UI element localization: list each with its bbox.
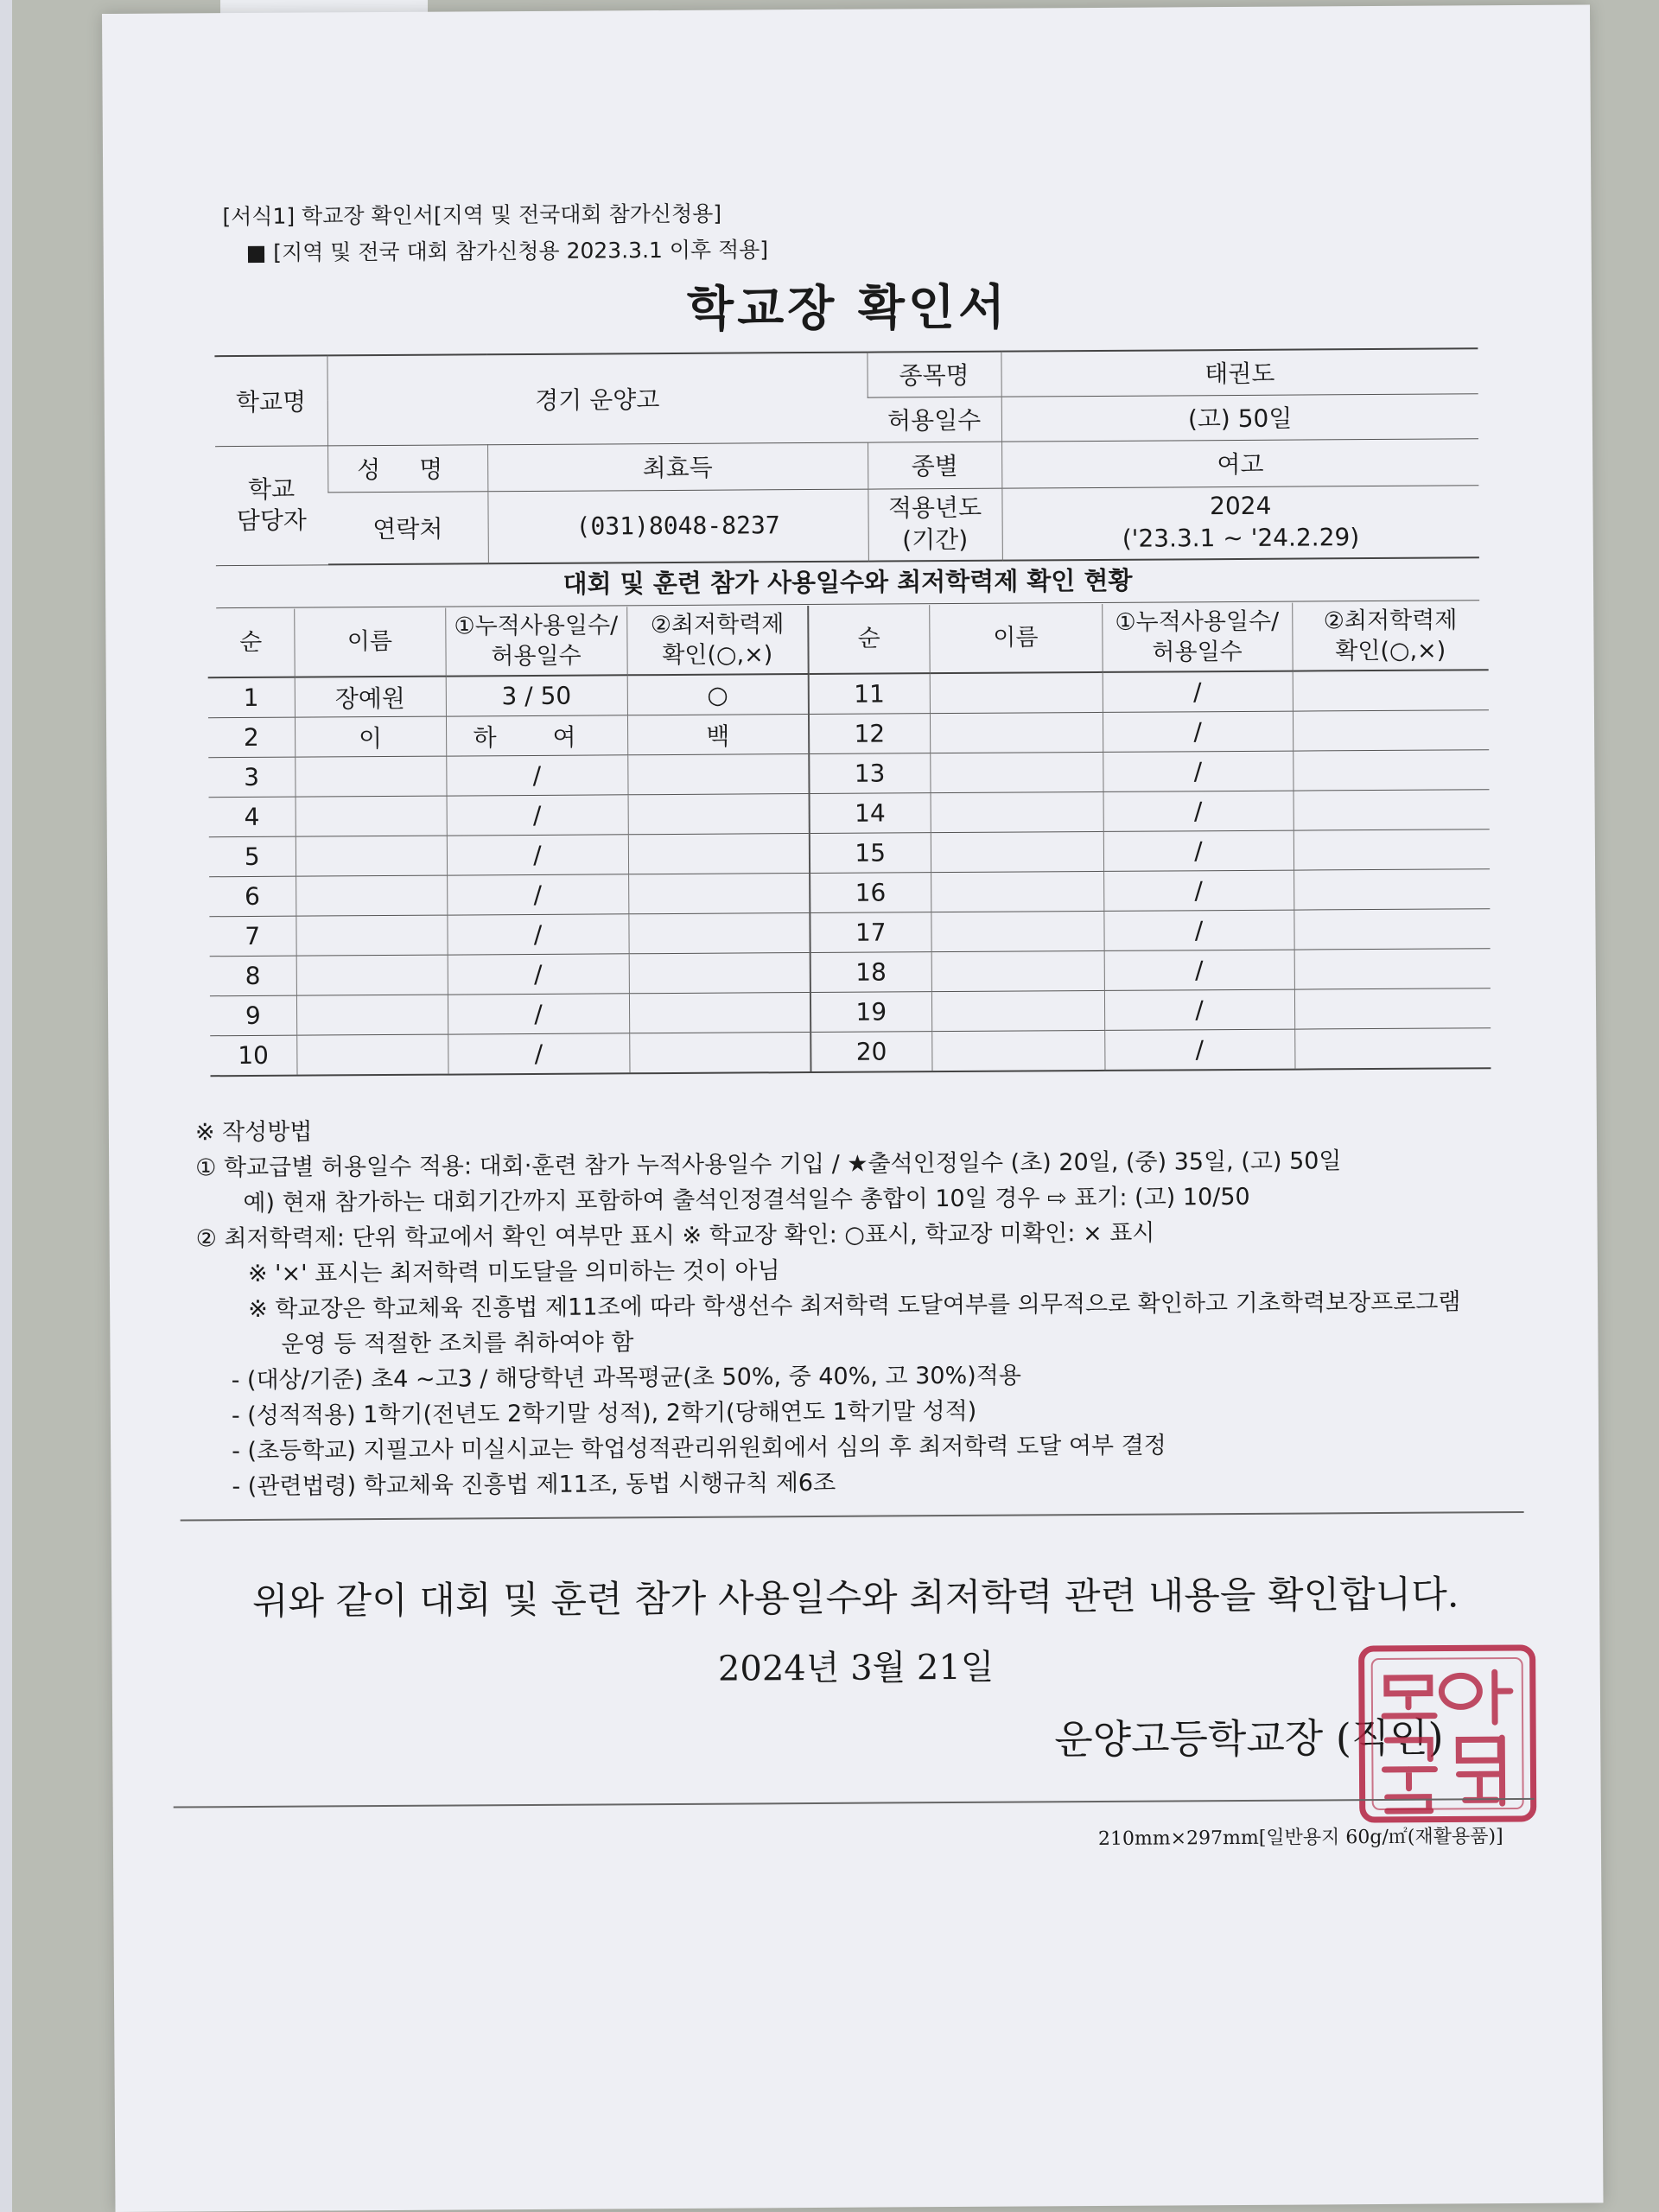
days-used: / [446, 755, 627, 796]
days-used: / [447, 795, 628, 836]
year-value-line2: ('23.3.1 ~ '24.2.29) [1122, 522, 1360, 553]
instruction-note: ※ '×' 표시는 최저학력 미도달을 의미하는 것이 아님 [247, 1257, 780, 1288]
confirmation-text: 위와 같이 대회 및 훈련 참가 사용일수와 최저학력 관련 내용을 확인합니다. [251, 1573, 1459, 1624]
header-no: 순 [207, 609, 294, 678]
days-used: / [448, 954, 629, 995]
student-name [930, 712, 1103, 753]
year-label [868, 488, 1002, 562]
contact-label: 연락처 [327, 491, 488, 564]
min-grade-check [1294, 1028, 1491, 1070]
student-name [931, 950, 1104, 991]
days-used: 하 여 [446, 715, 627, 756]
instruction-detail: - (초등학교) 지필고사 미실시교는 학업성적관리위원회에서 심의 후 최저학력 도달 여부 결정 [232, 1432, 1166, 1465]
student-name: 이 [295, 716, 446, 757]
instruction-detail: - (대상/기준) 초4 ~고3 / 해당학년 과목평균(초 50%, 중 40%, 고 30%)적용 [231, 1362, 1021, 1395]
student-name [296, 955, 448, 995]
sport-label: 종목명 [867, 352, 1001, 397]
student-name [931, 791, 1103, 832]
min-grade-check [628, 834, 810, 874]
manager-label-line1: 학교 [247, 474, 296, 504]
year-label-line1: 적용년도 [887, 493, 982, 523]
year-value-line1: 2024 [1210, 492, 1272, 521]
name-value: 최효득 [487, 442, 868, 492]
header-min-check: ②최저학력제 확인(○,×) [626, 606, 808, 675]
row-number: 20 [810, 1032, 931, 1072]
student-name: 장예원 [295, 677, 446, 718]
student-name [930, 672, 1103, 714]
document-title: 학교장 확인서 [686, 279, 1009, 338]
student-name [930, 752, 1103, 792]
student-name [295, 756, 446, 797]
min-grade-check [629, 1033, 810, 1074]
student-name [931, 990, 1104, 1031]
info-table [214, 347, 1478, 566]
sport-value: 태권도 [1001, 348, 1478, 396]
instruction-detail: - (관련법령) 학교체육 진흥법 제11조, 동법 시행규칙 제6조 [232, 1470, 836, 1501]
header-name: 이름 [929, 604, 1102, 673]
instructions-heading: ※ 작성방법 [194, 1118, 313, 1147]
min-grade-check [1294, 830, 1490, 870]
row-number: 13 [809, 753, 930, 794]
manager-label [215, 445, 328, 565]
student-name [931, 871, 1103, 912]
min-grade-check [1294, 909, 1490, 950]
days-used: / [1104, 1029, 1294, 1071]
row-number: 15 [810, 833, 931, 874]
background-wall [0, 0, 12, 2212]
row-number: 8 [210, 956, 296, 996]
name-label: 성 명 [327, 444, 487, 492]
row-number: 10 [210, 1035, 296, 1076]
row-number: 16 [810, 873, 931, 913]
days-used: 3 / 50 [446, 675, 627, 716]
allowed-days-value: (고) 50일 [1001, 393, 1478, 441]
instruction-item: ② 최저학력제: 단위 학교에서 확인 여부만 표시 ※ 학교장 확인: ○표시, 학교장 미확인: × 표시 [195, 1219, 1155, 1253]
days-used: / [448, 994, 629, 1034]
min-grade-check [628, 794, 810, 835]
row-number: 11 [809, 673, 930, 714]
paper-spec: 210mm×297mm[일반용지 60g/㎡(재활용품)] [1097, 1826, 1503, 1850]
header-min-check: ②최저학력제 확인(○,×) [1292, 601, 1488, 671]
participation-table [207, 601, 1491, 1077]
divider [174, 1798, 1535, 1808]
student-name [931, 831, 1103, 872]
min-grade-check [629, 953, 810, 994]
allowed-days-label: 허용일수 [868, 397, 1001, 442]
min-grade-check [628, 874, 810, 914]
days-used: / [1103, 671, 1293, 713]
row-number: 7 [209, 916, 296, 957]
student-name [296, 796, 447, 836]
instruction-detail: - (성적적용) 1학기(전년도 2학기말 성적), 2학기(당해연도 1학기말 성적) [231, 1398, 977, 1430]
section-title: 대회 및 훈련 참가 사용일수와 최저학력제 확인 현황 [216, 556, 1479, 608]
student-name [296, 1034, 448, 1076]
student-name [296, 836, 447, 876]
instruction-note: ※ 학교장은 학교체육 진흥법 제11조에 따라 학생선수 최저학력 도달여부를 의무적으로 확인하고 기초학력보장프로그램 [248, 1288, 1461, 1324]
days-used: / [448, 1033, 629, 1075]
divider [181, 1511, 1524, 1521]
instruction-note: 운영 등 적절한 조치를 취하여야 함 [281, 1329, 634, 1358]
min-grade-check [628, 913, 810, 954]
min-grade-check [1294, 790, 1490, 830]
issue-date: 2024년 3월 21일 [717, 1647, 995, 1689]
days-used: / [1103, 830, 1294, 871]
table-header-row [207, 601, 1488, 677]
instructions [195, 1106, 1598, 1504]
days-used: / [447, 874, 628, 915]
min-grade-check [1293, 710, 1489, 751]
row-number: 19 [810, 992, 931, 1033]
row-number: 18 [810, 952, 931, 993]
category-value: 여고 [1001, 438, 1478, 487]
days-used: / [1104, 989, 1294, 1030]
min-grade-check [629, 993, 810, 1033]
form-label: [서식1] 학교장 확인서[지역 및 전국대회 참가신청용] [222, 200, 722, 230]
days-used: / [447, 914, 628, 955]
instruction-item: ① 학교급별 허용일수 적용: 대회·훈련 참가 누적사용일수 기입 / ★출석인정일수 (초) 20일, (중) 35일, (고) 50일 [195, 1147, 1342, 1182]
year-value [1001, 485, 1479, 560]
manager-label-line2: 담당자 [236, 505, 308, 536]
min-grade-check [1294, 949, 1491, 989]
student-name [931, 1030, 1104, 1071]
row-number: 1 [208, 677, 295, 718]
days-used: / [1103, 870, 1294, 911]
row-number: 6 [209, 876, 296, 917]
row-number: 17 [810, 912, 931, 953]
row-number: 14 [810, 793, 931, 834]
min-grade-check [1293, 670, 1489, 711]
student-name [931, 911, 1103, 951]
row-number: 12 [809, 714, 930, 754]
days-used: / [1103, 910, 1294, 950]
row-number: 9 [210, 995, 296, 1036]
student-name [296, 995, 448, 1035]
instruction-item: 예) 현재 참가하는 대회기간까지 포함하여 출석인정결석일수 총합이 10일 경우 ⇨ 표기: (고) 10/50 [243, 1183, 1250, 1217]
min-grade-check: ○ [627, 674, 809, 715]
form-notice: ■ [지역 및 전국 대회 참가신청용 2023.3.1 이후 적용] [245, 237, 769, 265]
school-label: 학교명 [214, 355, 327, 446]
row-number: 2 [208, 717, 295, 758]
year-label-line2: (기간) [902, 524, 969, 555]
days-used: / [1103, 711, 1293, 752]
header-days: ①누적사용일수/ 허용일수 [445, 607, 626, 676]
table-row [210, 1028, 1491, 1077]
header-no: 순 [808, 605, 929, 674]
row-number: 5 [209, 836, 296, 877]
signature-line: 운양고등학교장 (직인) [1054, 1713, 1444, 1764]
school-value: 경기 운양고 [327, 353, 868, 446]
header-name: 이름 [294, 608, 445, 677]
contact-value: (031)8048-8237 [487, 489, 868, 564]
days-used: / [447, 835, 628, 875]
document-page [102, 4, 1604, 2211]
min-grade-check [1294, 869, 1490, 910]
min-grade-check [1294, 988, 1491, 1029]
days-used: / [1103, 751, 1293, 791]
category-label: 종별 [868, 442, 1001, 489]
student-name [296, 915, 447, 956]
days-used: / [1103, 791, 1294, 831]
row-number: 4 [209, 797, 296, 837]
days-used: / [1104, 950, 1294, 990]
student-name [296, 875, 447, 916]
row-number: 3 [208, 757, 295, 798]
min-grade-check: 백 [627, 715, 809, 755]
min-grade-check [627, 754, 809, 795]
min-grade-check [1293, 750, 1489, 791]
header-days: ①누적사용일수/ 허용일수 [1102, 603, 1292, 672]
